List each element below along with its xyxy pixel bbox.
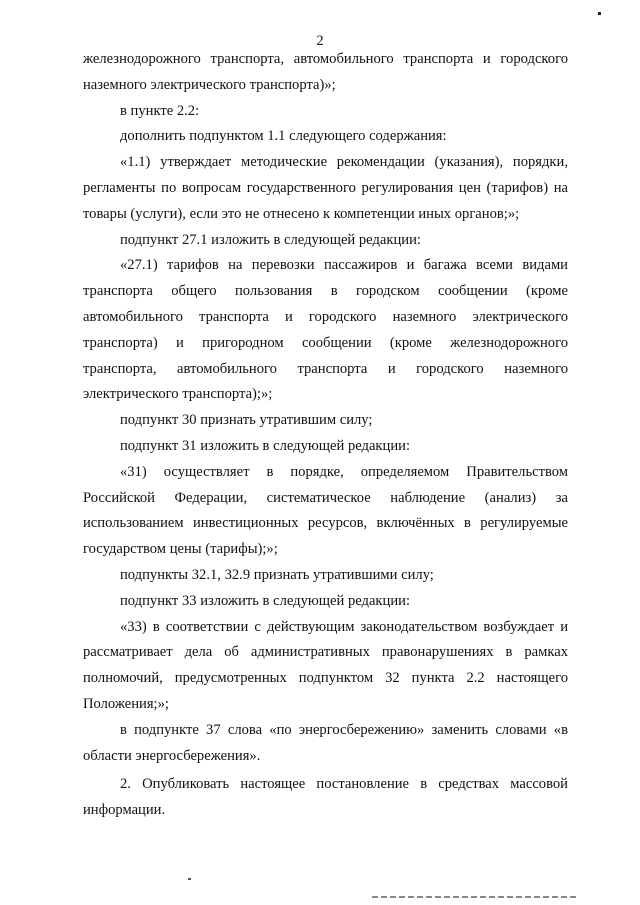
paragraph-33-instruction: подпункт 33 изложить в следующей редакции: <box>120 592 411 609</box>
paragraph-30-repeal: подпункт 30 признать утратившим силу; <box>120 412 373 429</box>
scan-artifact <box>188 878 191 880</box>
scan-artifact-line <box>372 896 578 898</box>
paragraph-32-repeal: подпункты 32.1, 32.9 признать утратившими силу; <box>120 566 434 583</box>
paragraph-33-text: «33) в соответствии с действующим законодательством возбуждает и рассматривает дела об административных правонарушениях в рамках полномочий, предусмотренных подпунктом 32 пункта 2.2 настоящего Положения;»; <box>83 618 568 712</box>
page-number: 2 <box>316 33 324 49</box>
document-body <box>83 47 568 824</box>
paragraph-add-1-1: дополнить подпунктом 1.1 следующего содержания: <box>120 128 447 145</box>
paragraph-publish: 2. Опубликовать настоящее постановление в средствах массовой информации. <box>83 776 568 819</box>
paragraph-point-2-2: в пункте 2.2: <box>120 102 200 119</box>
paragraph-31-text: «31) осуществляет в порядке, определяемом Правительством Российской Федерации, систематическое наблюдение (анализ) за использованием инвестиционных ресурсов, включённых в регулируемые государством цены (тарифы);»; <box>83 463 568 558</box>
paragraph-27-1-text: «27.1) тарифов на перевозки пассажиров и багажа всеми видами транспорта общего пользования в городском сообщении (кроме автомобильного транспорта и городского наземного электрического транспорта) и пригородном сообщении (кроме железнодорожного транспорта, автомобильного транспорта и городского наземного электрического транспорта);»; <box>83 257 568 403</box>
paragraph-31-instruction: подпункт 31 изложить в следующей редакции: <box>120 437 411 454</box>
paragraph-1-1-text: «1.1) утверждает методические рекомендации (указания), порядки, регламенты по вопросам государственного регулирования цен (тарифов) на товары (услуги), если это не отнесено к компетенции иных органов;»; <box>83 154 568 222</box>
paragraph-27-1-instruction: подпункт 27.1 изложить в следующей редакции: <box>120 231 421 248</box>
paragraph-continuation: железнодорожного транспорта, автомобильного транспорта и городского наземного электрического транспорта)»; <box>83 51 568 93</box>
paragraph-37-amendment: в подпункте 37 слова «по энергосбережению» заменить словами «в области энергосбережения». <box>83 721 568 764</box>
scan-mark <box>598 12 601 15</box>
